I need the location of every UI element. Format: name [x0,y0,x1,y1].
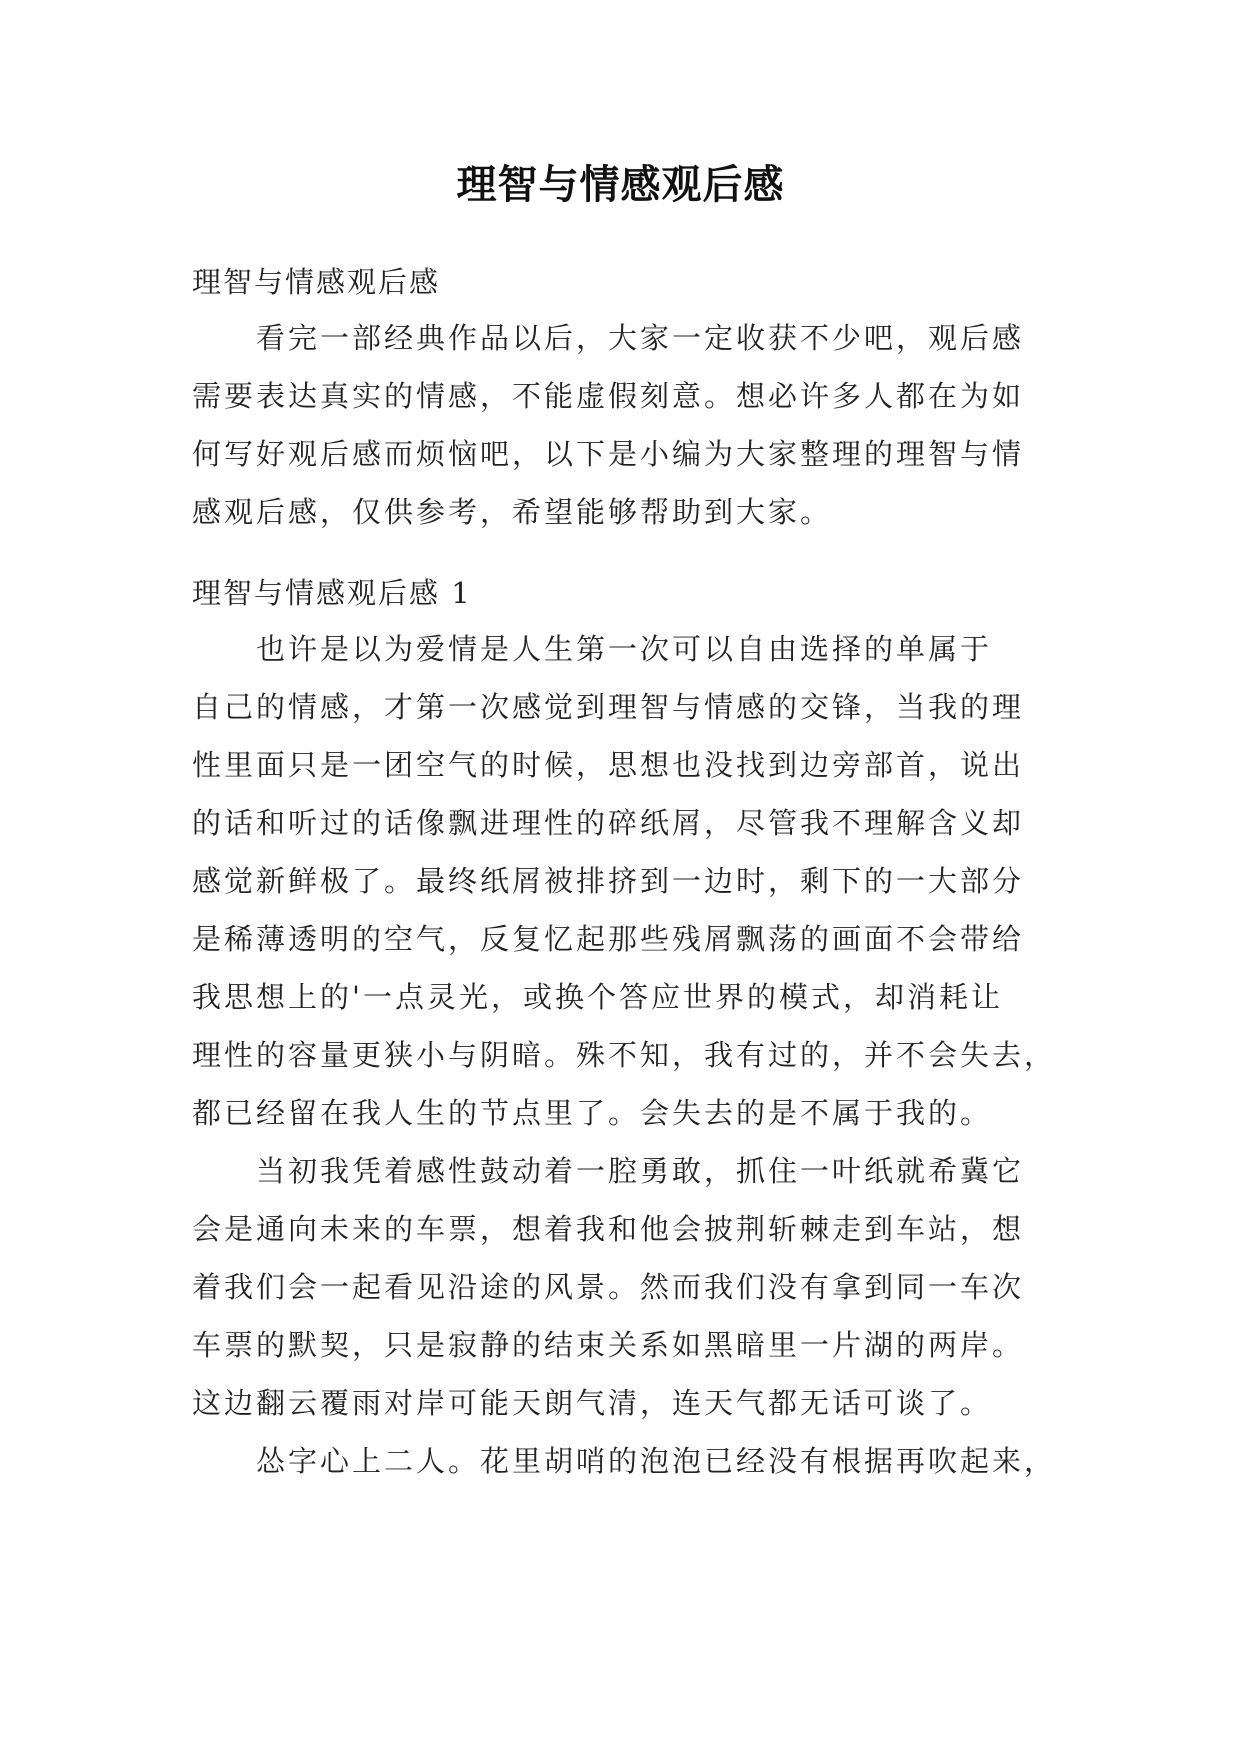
intro-heading: 理智与情感观后感 [192,265,441,299]
paragraph-line: 也许是以为爱情是人生第一次可以自由选择的单属于 [256,632,993,666]
paragraph-line: 怂字心上二人。花里胡哨的泡泡已经没有根据再吹起来， [256,1444,1057,1478]
document-title: 理智与情感观后感 [456,161,785,208]
paragraph-line: 当初我凭着感性鼓动着一腔勇敢，抓住一叶纸就希冀它 [256,1154,1025,1188]
paragraph-line: 看完一部经典作品以后，大家一定收获不少吧，观后感 [256,321,1025,355]
paragraph-line: 需要表达真实的情感，不能虚假刻意。想必许多人都在为如 [192,379,1025,413]
section1-paragraph-3 [192,1432,1057,1490]
paragraph-line: 是稀薄透明的空气，反复忆起那些残屑飘荡的画面不会带给 [192,922,1025,956]
paragraph-line: 感观后感，仅供参考，希望能够帮助到大家。 [192,495,833,529]
section1-heading: 理智与情感观后感 1 [192,576,472,610]
paragraph-line: 车票的默契，只是寂静的结束关系如黑暗里一片湖的两岸。 [192,1328,1025,1362]
paragraph-line: 我思想上的'一点灵光，或换个答应世界的模式，却消耗让 [192,980,1003,1014]
paragraph-line: 感觉新鲜极了。最终纸屑被排挤到一边时，剩下的一大部分 [192,864,1025,898]
paragraph-line: 会是通向未来的车票，想着我和他会披荆斩棘走到车站，想 [192,1212,1025,1246]
section1-paragraph-2 [192,1142,1052,1432]
paragraph-line: 这边翻云覆雨对岸可能天朗气清，连天气都无话可谈了。 [192,1386,993,1420]
paragraph-line: 着我们会一起看见沿途的风景。然而我们没有拿到同一车次 [192,1270,1025,1304]
intro-paragraph [192,309,1052,541]
paragraph-line: 理性的容量更狭小与阴暗。殊不知，我有过的，并不会失去， [192,1038,1057,1072]
paragraph-line: 都已经留在我人生的节点里了。会失去的是不属于我的。 [192,1096,993,1130]
paragraph-line: 自己的情感，才第一次感觉到理智与情感的交锋，当我的理 [192,690,1025,724]
paragraph-line: 何写好观后感而烦恼吧，以下是小编为大家整理的理智与情 [192,437,1025,471]
paragraph-line: 的话和听过的话像飘进理性的碎纸屑，尽管我不理解含义却 [192,806,1025,840]
section1-paragraph-1 [192,620,1057,1142]
paragraph-line: 性里面只是一团空气的时候，思想也没找到边旁部首，说出 [192,748,1025,782]
